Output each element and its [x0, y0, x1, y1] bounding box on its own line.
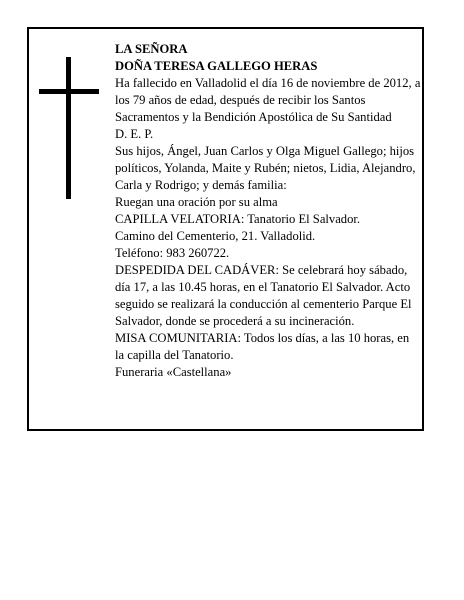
- family-list: Sus hijos, Ángel, Juan Carlos y Olga Miguel Gallego; hijos políticos, Yolanda, Maite y Rubén; nietos, Lidia, Alejandro, Carla y Rodrigo; y demás familia:: [115, 144, 416, 192]
- phone-number: Teléfono: 983 260722.: [115, 246, 230, 260]
- wake-location: CAPILLA VELATORIA: Tanatorio El Salvador.: [115, 212, 361, 226]
- prayer-request: Ruegan una oración por su alma: [115, 195, 278, 209]
- obituary-notice: [27, 27, 424, 431]
- farewell-info: DESPEDIDA DEL CADÁVER: Se celebrará hoy sábado, día 17, a las 10.45 horas, en el Tanatorio El Salvador. Acto seguido se realizará la conducción al cementerio Parque El Salvador, donde se procederá a su incineración.: [115, 263, 412, 328]
- wake-address: Camino del Cementerio, 21. Valladolid.: [115, 229, 316, 243]
- death-notice: Ha fallecido en Valladolid el día 16 de noviembre de 2012, a los 79 años de edad, después de recibir los Santos Sacramentos y la Bendición Apostólica de Su Santidad: [115, 76, 421, 124]
- mass-info: MISA COMUNITARIA: Todos los días, a las 10 horas, en la capilla del Tanatorio.: [115, 331, 410, 362]
- obituary-text: [115, 41, 421, 381]
- rest-in-peace: D. E. P.: [115, 127, 154, 141]
- cross-icon: [39, 57, 99, 199]
- obituary-title: LA SEÑORA: [115, 42, 188, 56]
- deceased-name: DOÑA TERESA GALLEGO HERAS: [115, 59, 318, 73]
- funeral-home: Funeraria «Castellana»: [115, 365, 232, 379]
